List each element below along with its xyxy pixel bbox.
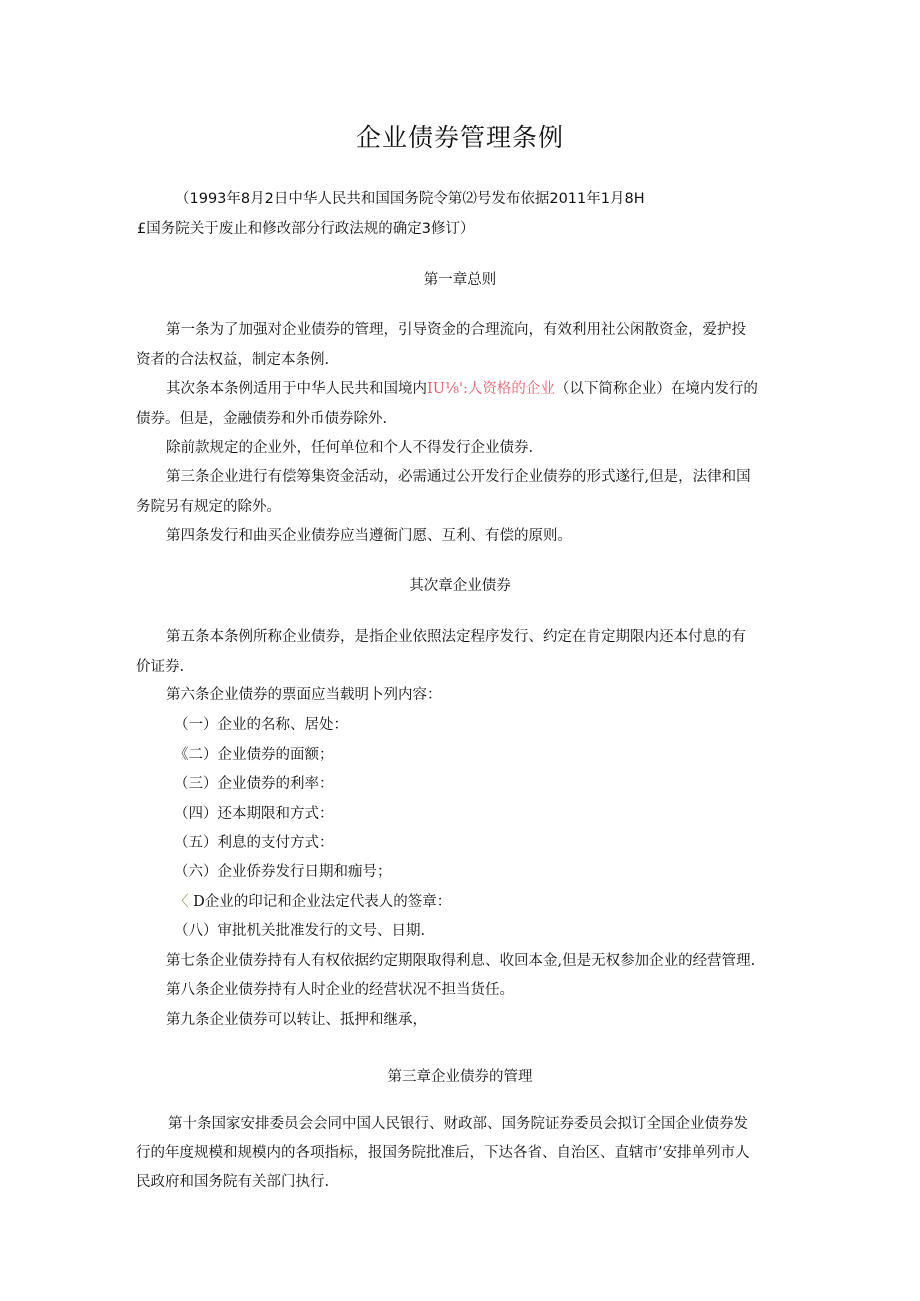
- article6-item-7: [174, 892, 451, 912]
- article2-highlight: IU⅛':人资格的企业: [427, 381, 555, 397]
- article6-item-3: （三）企业债券的利率：: [174, 776, 334, 792]
- article6-item-6: （六）企业侨券发行日期和痂号；: [174, 864, 392, 880]
- article2-line-3: 除前款规定的企业外，任何单位和个人不得发行企业债券.: [166, 440, 534, 456]
- article6: 第六条企业债券的票面应当载明卜列内容：: [166, 687, 442, 703]
- subtitle-line-1: （1993年8月2日中华人民共和国国务院令第⑵号发布依据2011年1月8H: [175, 191, 645, 207]
- subtitle-line-2: £国务院关于废止和修改部分行政法规的确定3修订）: [137, 221, 475, 237]
- article8: 第八条企业债券持有人时企业的经营状况不担当货任。: [166, 982, 514, 998]
- article6-item-1: （一）企业的名称、居处：: [174, 717, 348, 733]
- article2-line-2: 债券。但是，金融债券和外币债券除外.: [136, 411, 388, 427]
- article3-line-2: 务院另有规定的除外。: [136, 499, 281, 515]
- article2-text-a: 其次条本条例适用于中华人民共和国境内: [166, 381, 427, 397]
- article2-line-1: [166, 379, 758, 399]
- article5-line-2: 价证券.: [136, 659, 185, 675]
- article9: 第九条企业债券可以转让、抵押和继承，: [166, 1012, 427, 1028]
- item7-text: D企业的印记和企业法定代表人的签章：: [193, 894, 452, 910]
- article10-line-1: 第十条国家安排委员会会同中国人民银行、财政部、国务院证券委员会拟订全国企业债券发: [168, 1116, 748, 1132]
- item7-mark: 〈: [174, 894, 189, 910]
- article1-line-2: 资者的合法权益，制定本条例.: [136, 352, 330, 368]
- article5-line-1: 第五条本条例所称企业债券，是指企业依照法定程序发行、约定在肯定期限内还本付息的有: [166, 629, 746, 645]
- article10-line-2: 行的年度规模和规模内的各项指标，报国务院批准后，下达各省、自治区、直辖市’安排单列市人: [136, 1145, 750, 1161]
- article1-line-1: 第一条为了加强对企业债券的管理，引导资金的合理流向，有效利用社公闲散资金，爱护投: [166, 322, 746, 338]
- chapter2-heading: 其次章企业债券: [409, 578, 511, 594]
- article6-item-8: （八）审批机关批准发行的文号、日期.: [174, 923, 426, 939]
- chapter3-heading: 第三章企业债券的管理: [387, 1069, 533, 1085]
- document-title: 企业债券管理条例: [355, 123, 564, 152]
- article7: 第七条企业债券持有人有权依据约定期限取得利息、收回本金,但是无权参加企业的经营管理.: [166, 953, 756, 969]
- article6-item-5: （五）利息的支付方式：: [174, 835, 334, 851]
- article10-line-3: 民政府和国务院有关部门执行.: [136, 1174, 330, 1190]
- article6-item-2: 《二）企业债券的面额；: [174, 747, 334, 763]
- article4: 第四条发行和曲买企业债券应当遵衙门愿、互利、有偿的原则。: [166, 528, 572, 544]
- article3-line-1: 第三条企业进行有偿筹集资金活动，必需通过公开发行企业债券的形式遂行,但是，法律和国: [166, 469, 751, 485]
- chapter1-heading: 第一章总则: [423, 272, 497, 288]
- article6-item-4: （四）还本期限和方式：: [174, 806, 334, 822]
- article2-text-b: （以下简称企业）在境内发行的: [554, 381, 758, 397]
